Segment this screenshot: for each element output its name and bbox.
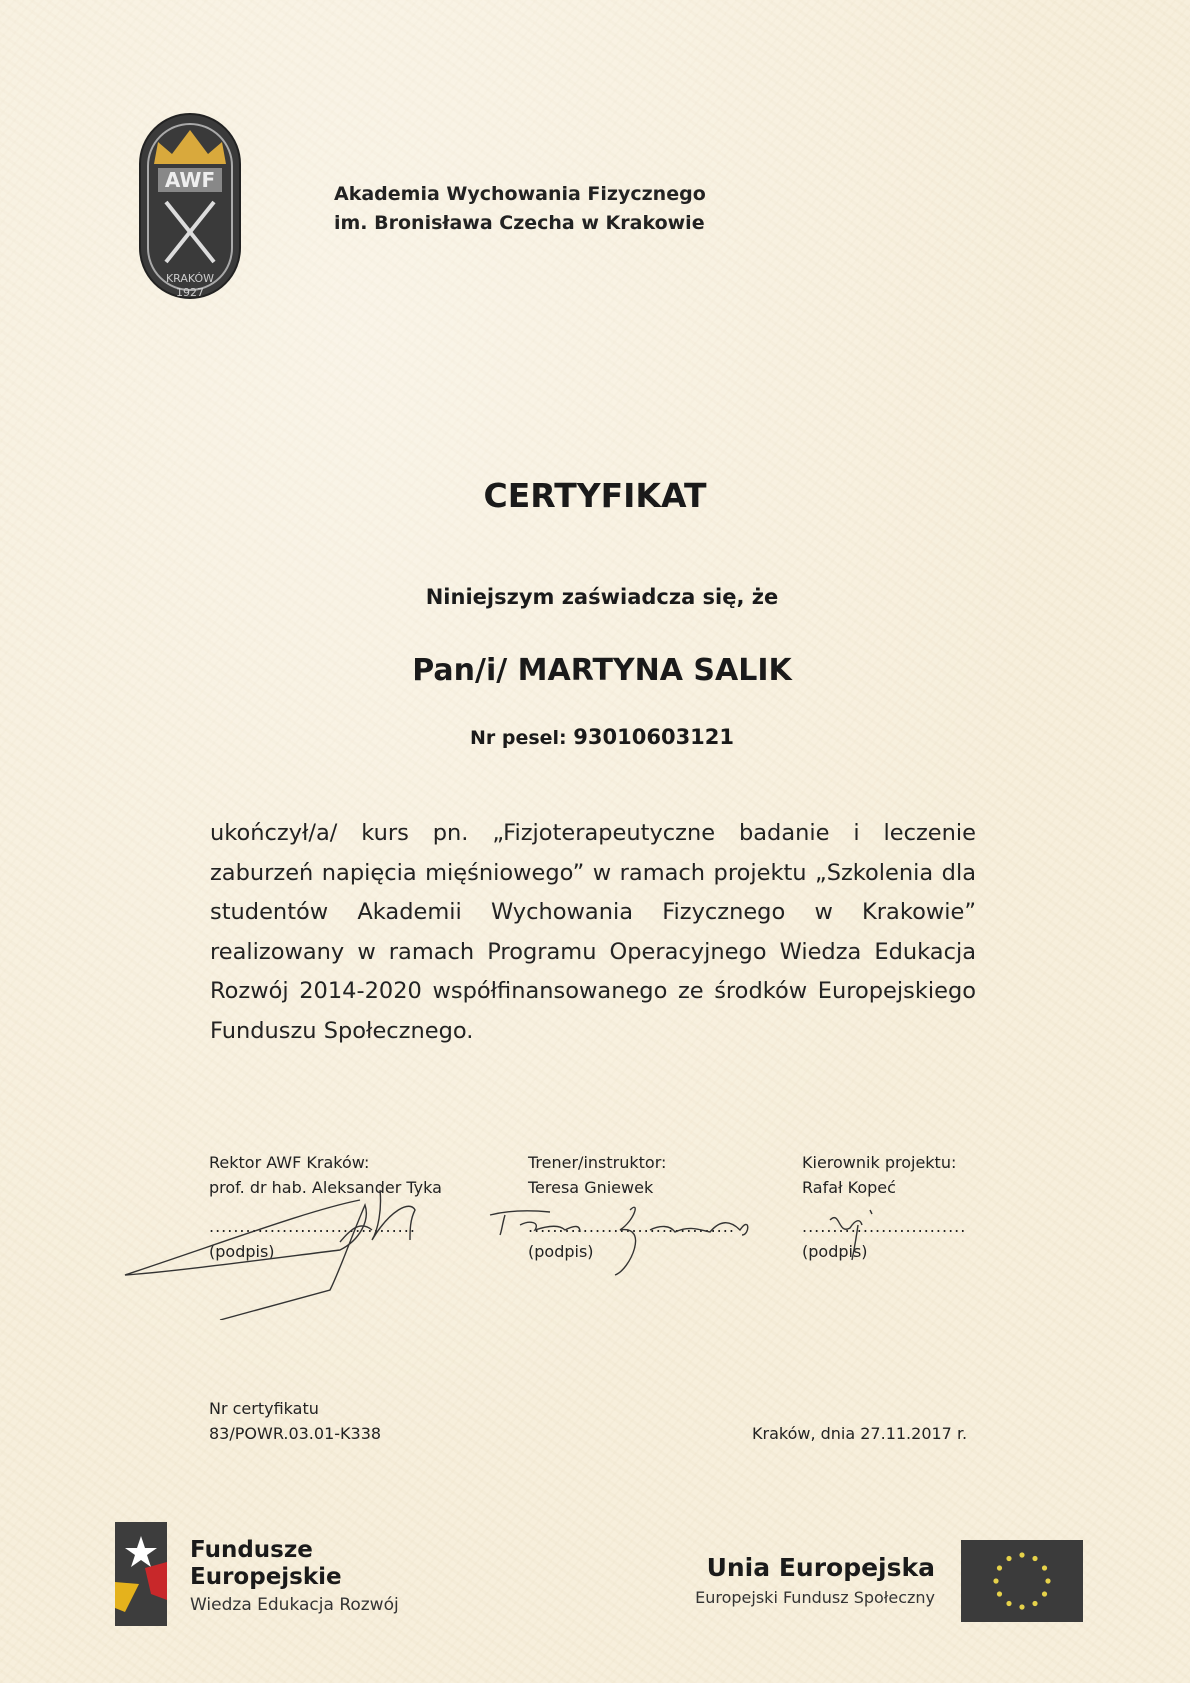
- signature-name: Teresa Gniewek: [528, 1178, 654, 1197]
- fe-line-3: Wiedza Edukacja Rozwój: [190, 1595, 399, 1615]
- certificate-number-block: [209, 1396, 381, 1446]
- signature-line: ..................................: [528, 1217, 735, 1236]
- signature-caption: (podpis): [528, 1242, 594, 1261]
- eu-star-icon: [997, 1591, 1002, 1596]
- signature-caption: (podpis): [802, 1242, 868, 1261]
- eu-star-icon: [1032, 1601, 1037, 1606]
- fundusze-europejskie-text: [190, 1537, 399, 1615]
- eu-star-icon: [1019, 1604, 1024, 1609]
- eu-star-icon: [1045, 1578, 1050, 1583]
- signature-name: Rafał Kopeć: [802, 1178, 896, 1197]
- fe-line-2: Europejskie: [190, 1564, 342, 1590]
- svg-text:KRAKÓW: KRAKÓW: [165, 272, 215, 285]
- pesel-label: Nr pesel:: [469, 727, 567, 749]
- ue-line-2: Europejski Fundusz Społeczny: [695, 1588, 935, 1607]
- awf-logo: [138, 112, 244, 302]
- signature-line: ..................................: [209, 1217, 416, 1236]
- eu-star-icon: [1042, 1565, 1047, 1570]
- institution-line-2: im. Bronisława Czecha w Krakowie: [334, 212, 705, 234]
- eu-flag-logo: [961, 1540, 1083, 1622]
- eu-star-icon: [997, 1565, 1002, 1570]
- certificate-title: CERTYFIKAT: [483, 476, 707, 515]
- ue-line-1: Unia Europejska: [706, 1553, 935, 1582]
- pesel: [0, 725, 1190, 749]
- eu-star-icon: [1032, 1556, 1037, 1561]
- place-date: Kraków, dnia 27.11.2017 r.: [752, 1424, 968, 1443]
- signature-role: Trener/instruktor:: [528, 1153, 667, 1172]
- certificate-number: 83/POWR.03.01-K338: [209, 1424, 382, 1443]
- signature-caption: (podpis): [209, 1242, 275, 1261]
- intro-text: Niniejszym zaświadcza się, że: [425, 585, 779, 609]
- eu-star-icon: [1019, 1552, 1024, 1557]
- fundusze-europejskie-logo: [115, 1522, 167, 1626]
- signature-line: ...........................: [802, 1217, 967, 1236]
- pesel-value: 93010603121: [573, 725, 735, 749]
- institution-line-1: Akademia Wychowania Fizycznego: [334, 183, 706, 205]
- fe-line-1: Fundusze: [190, 1537, 313, 1563]
- logo-awf-text: AWF: [164, 168, 216, 192]
- handwritten-signatures: [110, 1180, 910, 1320]
- signature-role: Kierownik projektu:: [802, 1153, 957, 1172]
- logo-year: 1927: [176, 286, 204, 299]
- eu-star-icon: [1006, 1601, 1011, 1606]
- certificate-body: ukończył/a/ kurs pn. „Fizjoterapeutyczne badanie i leczenie zaburzeń napięcia mięśniowego” w ramach projektu „Szkolenia dla studentów Akademii Wychowania Fizycznego w Krakowie” realizowany w ramach Programu Operacyjnego Wiedza Edukacja Rozwój 2014-2020 współfinansowanego ze środków Europejskiego Funduszu Społecznego.: [210, 820, 976, 1044]
- signature-name: prof. dr hab. Aleksander Tyka: [209, 1178, 442, 1197]
- unia-europejska-text: [695, 1553, 935, 1607]
- institution-name: [334, 180, 706, 238]
- eu-star-icon: [1006, 1556, 1011, 1561]
- certificate-number-label: Nr certyfikatu: [209, 1399, 319, 1418]
- signature-role: Rektor AWF Kraków:: [209, 1153, 370, 1172]
- eu-star-icon: [993, 1578, 998, 1583]
- eu-star-icon: [1042, 1591, 1047, 1596]
- recipient-name: Pan/i/ MARTYNA SALIK: [412, 653, 792, 688]
